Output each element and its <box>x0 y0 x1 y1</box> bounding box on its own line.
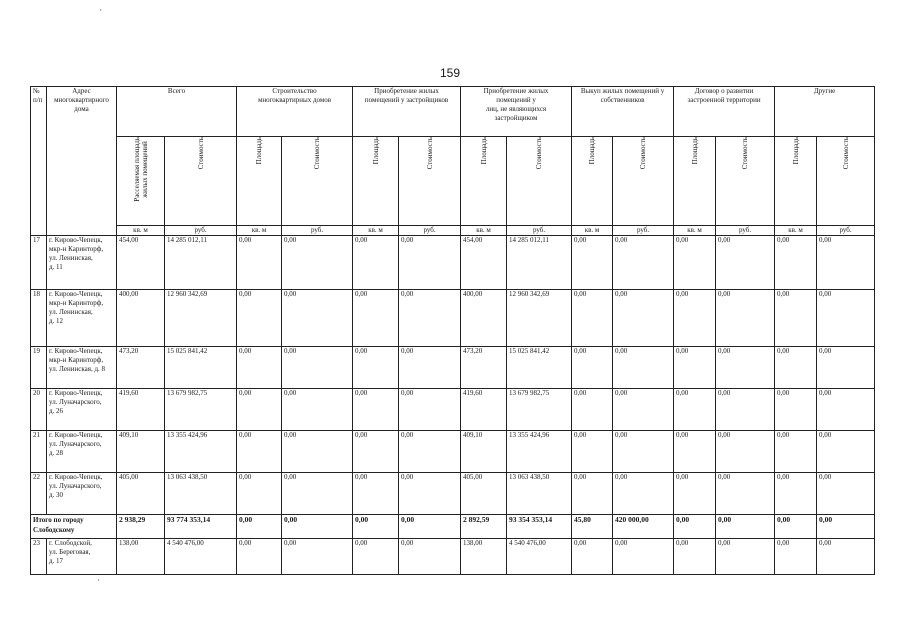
header-group-buyout: Выкуп жилых помещений у собственников <box>572 87 674 137</box>
unit-cost: руб. <box>399 226 461 236</box>
row-address: г. Кирово-Чепецк, мкр-н Каринторф, ул. Ленинская, д. 8 <box>47 347 117 389</box>
cell-cost: 0,00 <box>817 236 875 290</box>
row-address: г. Кирово-Чепецк, ул. Луначарского, д. 26 <box>47 389 117 431</box>
cell-area: 409,10 <box>117 431 165 473</box>
total-row <box>31 515 875 539</box>
cell-area: 405,00 <box>117 473 165 515</box>
cell-area: 0,00 <box>775 431 817 473</box>
resettlement-table <box>30 86 875 575</box>
row-address: г. Кирово-Чепецк, мкр-н Каринторф, ул. Ленинская, д. 11 <box>47 236 117 290</box>
subheader-cost <box>165 137 237 226</box>
subheader-area <box>775 137 817 226</box>
cell-area: 0,00 <box>572 473 613 515</box>
total-cost: 0,00 <box>399 515 461 539</box>
cell-area: 0,00 <box>674 236 716 290</box>
total-cost: 93 354 353,14 <box>507 515 572 539</box>
subheader-cost <box>716 137 775 226</box>
cell-area: 0,00 <box>353 473 399 515</box>
subheader-label: Площадь <box>588 137 597 165</box>
cell-cost: 0,00 <box>716 431 775 473</box>
cell-cost: 0,00 <box>613 389 674 431</box>
cell-cost: 0,00 <box>399 389 461 431</box>
cell-area: 473,20 <box>461 347 507 389</box>
cell-area: 0,00 <box>353 236 399 290</box>
cell-area: 0,00 <box>775 290 817 347</box>
total-cost: 420 000,00 <box>613 515 674 539</box>
cell-cost: 0,00 <box>817 389 875 431</box>
subheader-label: Площадь <box>255 137 264 165</box>
unit-cost: руб. <box>165 226 237 236</box>
cell-cost: 0,00 <box>399 347 461 389</box>
cell-cost: 0,00 <box>399 473 461 515</box>
header-no: № п/п <box>31 87 47 236</box>
total-area: 0,00 <box>237 515 282 539</box>
unit-cost: руб. <box>282 226 353 236</box>
cell-area: 400,00 <box>461 290 507 347</box>
cell-cost: 0,00 <box>817 431 875 473</box>
table-row <box>31 431 875 473</box>
cell-area: 419,60 <box>117 389 165 431</box>
unit-cost: руб. <box>817 226 875 236</box>
subheader-area <box>353 137 399 226</box>
cell-area: 409,10 <box>461 431 507 473</box>
cell-area: 0,00 <box>353 539 399 575</box>
cell-cost: 0,00 <box>613 236 674 290</box>
row-number: 22 <box>31 473 47 515</box>
cell-cost: 0,00 <box>282 431 353 473</box>
cell-area: 0,00 <box>775 473 817 515</box>
unit-cost: руб. <box>613 226 674 236</box>
subheader-label: Стоимость <box>535 137 544 170</box>
cell-area: 0,00 <box>237 539 282 575</box>
cell-cost: 12 960 342,69 <box>165 290 237 347</box>
cell-cost: 0,00 <box>716 236 775 290</box>
subheader-label: Стоимость <box>313 137 322 170</box>
cell-area: 0,00 <box>237 290 282 347</box>
subheader-area <box>674 137 716 226</box>
cell-cost: 0,00 <box>399 290 461 347</box>
cell-cost: 0,00 <box>282 473 353 515</box>
subheader-label: Стоимость <box>841 137 850 170</box>
subheader-label: Стоимость <box>196 137 205 170</box>
row-address: г. Слободской, ул. Береговая, д. 17 <box>47 539 117 575</box>
unit-area: кв. м <box>461 226 507 236</box>
cell-area: 0,00 <box>572 290 613 347</box>
cell-cost: 14 285 012,11 <box>507 236 572 290</box>
subheader-label: Расселяемая площадь жилых помещений <box>132 137 149 202</box>
subheader-cost <box>613 137 674 226</box>
cell-cost: 13 679 982,75 <box>507 389 572 431</box>
cell-cost: 0,00 <box>817 473 875 515</box>
subheader-area <box>237 137 282 226</box>
cell-cost: 0,00 <box>716 473 775 515</box>
cell-area: 0,00 <box>572 236 613 290</box>
total-area: 0,00 <box>674 515 716 539</box>
cell-cost: 0,00 <box>817 290 875 347</box>
cell-cost: 15 025 841,42 <box>165 347 237 389</box>
unit-area: кв. м <box>674 226 716 236</box>
cell-cost: 4 540 476,00 <box>507 539 572 575</box>
header-group-other: Другие <box>775 87 875 137</box>
cell-cost: 0,00 <box>716 389 775 431</box>
unit-area: кв. м <box>117 226 165 236</box>
row-address: г. Кирово-Чепецк, мкр-н Каринторф, ул. Ленинская, д. 12 <box>47 290 117 347</box>
table-row <box>31 539 875 575</box>
header-group-total: Всего <box>117 87 237 137</box>
cell-area: 473,20 <box>117 347 165 389</box>
cell-cost: 13 355 424,96 <box>165 431 237 473</box>
subheader-cost <box>817 137 875 226</box>
total-label: Итого по городу Слободскому <box>31 515 117 539</box>
subheader-label: Площадь <box>479 137 488 165</box>
cell-cost: 13 679 982,75 <box>165 389 237 431</box>
page-number: 159 <box>439 66 461 80</box>
cell-area: 0,00 <box>775 347 817 389</box>
cell-area: 0,00 <box>674 347 716 389</box>
cell-area: 0,00 <box>775 539 817 575</box>
cell-cost: 0,00 <box>282 539 353 575</box>
cell-cost: 0,00 <box>716 347 775 389</box>
cell-area: 0,00 <box>237 473 282 515</box>
table-row <box>31 290 875 347</box>
cell-cost: 0,00 <box>817 539 875 575</box>
cell-cost: 4 540 476,00 <box>165 539 237 575</box>
cell-cost: 0,00 <box>613 539 674 575</box>
cell-cost: 0,00 <box>613 290 674 347</box>
cell-cost: 0,00 <box>282 389 353 431</box>
row-address: г. Кирово-Чепецк, ул. Луначарского, д. 30 <box>47 473 117 515</box>
cell-area: 0,00 <box>237 236 282 290</box>
cell-cost: 0,00 <box>716 539 775 575</box>
cell-area: 0,00 <box>237 431 282 473</box>
cell-area: 0,00 <box>353 347 399 389</box>
subheader-cost <box>282 137 353 226</box>
cell-cost: 0,00 <box>613 347 674 389</box>
unit-area: кв. м <box>237 226 282 236</box>
row-address: г. Кирово-Чепецк, ул. Луначарского, д. 28 <box>47 431 117 473</box>
total-area: 0,00 <box>353 515 399 539</box>
cell-cost: 0,00 <box>399 431 461 473</box>
row-number: 17 <box>31 236 47 290</box>
table-row <box>31 236 875 290</box>
cell-cost: 0,00 <box>613 431 674 473</box>
cell-cost: 0,00 <box>613 473 674 515</box>
cell-cost: 15 025 841,42 <box>507 347 572 389</box>
header-group-construction: Строительство многоквартирных домов <box>237 87 353 137</box>
cell-area: 0,00 <box>353 431 399 473</box>
cell-area: 454,00 <box>117 236 165 290</box>
subheader-area <box>117 137 165 226</box>
cell-area: 138,00 <box>461 539 507 575</box>
row-number: 18 <box>31 290 47 347</box>
cell-area: 0,00 <box>674 389 716 431</box>
total-cost: 0,00 <box>817 515 875 539</box>
cell-area: 0,00 <box>674 290 716 347</box>
subheader-label: Площадь <box>791 137 800 165</box>
unit-area: кв. м <box>572 226 613 236</box>
cell-area: 0,00 <box>572 389 613 431</box>
total-area: 45,80 <box>572 515 613 539</box>
subheader-label: Стоимость <box>639 137 648 170</box>
subheader-label: Площадь <box>371 137 380 165</box>
header-group-nondeveloper-purchase: Приобретение жилых помещений у лиц, не являющихся застройщиком <box>461 87 572 137</box>
cell-area: 0,00 <box>775 236 817 290</box>
table-row <box>31 389 875 431</box>
scan-mark: ' <box>100 8 102 17</box>
subheader-label: Площадь <box>690 137 699 165</box>
cell-cost: 0,00 <box>716 290 775 347</box>
unit-area: кв. м <box>353 226 399 236</box>
unit-cost: руб. <box>716 226 775 236</box>
table-row <box>31 473 875 515</box>
subheader-cost <box>399 137 461 226</box>
cell-area: 0,00 <box>572 431 613 473</box>
unit-area: кв. м <box>775 226 817 236</box>
total-cost: 0,00 <box>716 515 775 539</box>
total-cost: 93 774 353,14 <box>165 515 237 539</box>
cell-cost: 0,00 <box>817 347 875 389</box>
cell-cost: 13 355 424,96 <box>507 431 572 473</box>
cell-cost: 0,00 <box>282 290 353 347</box>
header-group-developer-purchase: Приобретение жилых помещений у застройщиков <box>353 87 461 137</box>
table-row <box>31 347 875 389</box>
cell-cost: 14 285 012,11 <box>165 236 237 290</box>
unit-cost: руб. <box>507 226 572 236</box>
subheader-area <box>461 137 507 226</box>
subheader-cost <box>507 137 572 226</box>
cell-cost: 13 063 438,50 <box>507 473 572 515</box>
cell-cost: 13 063 438,50 <box>165 473 237 515</box>
cell-area: 0,00 <box>237 389 282 431</box>
subheader-area <box>572 137 613 226</box>
cell-cost: 0,00 <box>282 347 353 389</box>
cell-cost: 12 960 342,69 <box>507 290 572 347</box>
cell-area: 0,00 <box>237 347 282 389</box>
cell-area: 0,00 <box>674 539 716 575</box>
cell-area: 138,00 <box>117 539 165 575</box>
cell-area: 0,00 <box>353 290 399 347</box>
row-number: 19 <box>31 347 47 389</box>
cell-cost: 0,00 <box>399 236 461 290</box>
row-number: 20 <box>31 389 47 431</box>
row-number: 23 <box>31 539 47 575</box>
total-area: 2 938,29 <box>117 515 165 539</box>
cell-cost: 0,00 <box>282 236 353 290</box>
total-cost: 0,00 <box>282 515 353 539</box>
cell-area: 0,00 <box>775 389 817 431</box>
cell-area: 0,00 <box>353 389 399 431</box>
cell-area: 400,00 <box>117 290 165 347</box>
header-group-development-contract: Договор о развитии застроенной территории <box>674 87 775 137</box>
subheader-label: Стоимость <box>741 137 750 170</box>
cell-area: 0,00 <box>572 347 613 389</box>
row-number: 21 <box>31 431 47 473</box>
cell-cost: 0,00 <box>399 539 461 575</box>
total-area: 0,00 <box>775 515 817 539</box>
cell-area: 419,60 <box>461 389 507 431</box>
total-area: 2 892,59 <box>461 515 507 539</box>
cell-area: 0,00 <box>572 539 613 575</box>
header-address: Адрес многоквартирного дома <box>47 87 117 236</box>
cell-area: 454,00 <box>461 236 507 290</box>
subheader-label: Стоимость <box>425 137 434 170</box>
cell-area: 0,00 <box>674 431 716 473</box>
cell-area: 405,00 <box>461 473 507 515</box>
cell-area: 0,00 <box>674 473 716 515</box>
scan-mark: ' <box>98 578 100 587</box>
